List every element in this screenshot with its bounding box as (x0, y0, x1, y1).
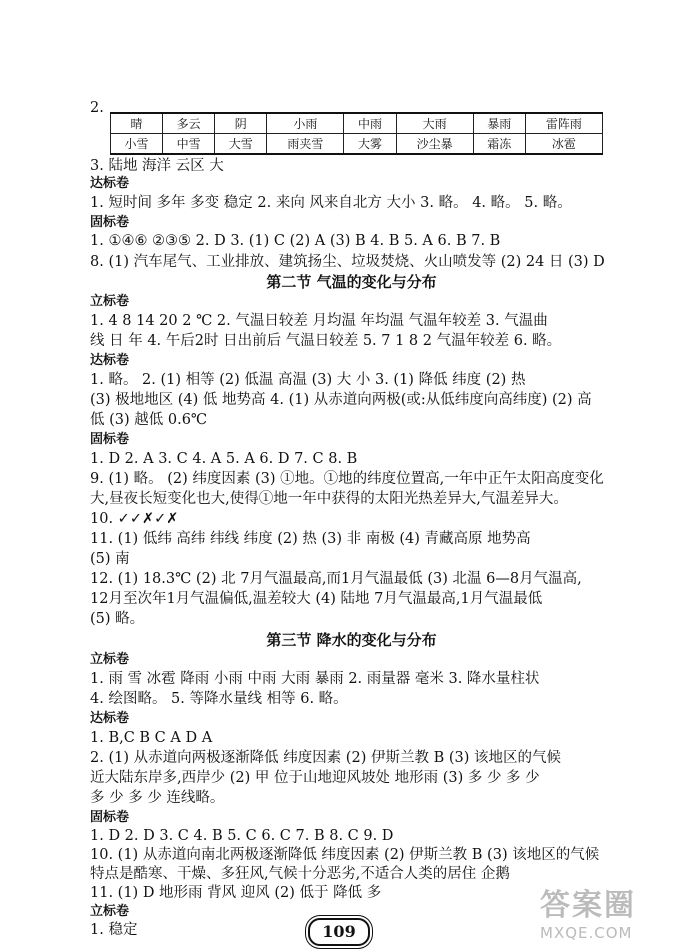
answer-line: 1. ①④⑥ ②③⑤ 2. D 3. (1) C (2) A (3) B 4. B 5. A 6. B 7. B (90, 233, 501, 249)
table-cell: 冰雹 (525, 134, 602, 155)
answer-line: 4. 绘图略。 5. 等降水量线 相等 6. 略。 (90, 691, 348, 707)
answer-line: 1. D 2. D 3. C 4. B 5. C 6. C 7. B 8. C 9. D (90, 828, 394, 844)
question-2-label: 2. (90, 100, 104, 116)
section-label: 固标卷 (90, 810, 130, 825)
answer-line: 低 (3) 越低 0.6℃ (90, 412, 208, 428)
table-cell: 小雨 (267, 113, 344, 134)
table-cell: 小雪 (111, 134, 163, 155)
answer-line: 多 少 多 少 连线略。 (90, 790, 225, 806)
answer-line: (3) 极地地区 (4) 低 地势高 4. (1) 从赤道向两极(或:从低纬度向高纬度) (2) 高 (90, 392, 592, 408)
answer-line: 近大陆东岸多,西岸少 (2) 甲 位于山地迎风坡处 地形雨 (3) 多 少 多 少 (90, 770, 540, 786)
page-number: 109 (308, 918, 370, 946)
answer-line: 11. (1) D 地形雨 背风 迎风 (2) 低于 降低 多 (90, 885, 382, 901)
answer-line: 2. (1) 从赤道向两极逐渐降低 纬度因素 (2) 伊斯兰教 B (3) 该地区的气候 (90, 750, 561, 766)
answer-line: 12. (1) 18.3℃ (2) 北 7月气温最高,而1月气温最低 (3) 北温 6—8月气温高, (90, 571, 582, 587)
table-cell: 晴 (111, 113, 163, 134)
section-label: 固标卷 (90, 432, 130, 447)
answer-line: 3. 陆地 海洋 云区 大 (90, 158, 224, 174)
weather-symbol-table (110, 112, 603, 155)
answer-line: 1. B,C B C A D A (90, 730, 213, 746)
section-heading: 第二节 气温的变化与分布 (266, 273, 437, 291)
table-cell: 大雾 (344, 134, 396, 155)
answer-line: 1. 4 8 14 20 2 ℃ 2. 气温日较差 月均温 年均温 气温年较差 3. 气温曲 (90, 313, 548, 329)
answer-line: (5) 略。 (90, 611, 145, 627)
table-row (111, 134, 603, 155)
table-cell: 大雪 (215, 134, 267, 155)
table-cell: 雨夹雪 (267, 134, 344, 155)
section-label: 立标卷 (90, 294, 130, 309)
answer-line: 1. D 2. A 3. C 4. A 5. A 6. D 7. C 8. B (90, 451, 358, 467)
table-cell: 中雨 (344, 113, 396, 134)
watermark-url: MXQE.COM (540, 924, 633, 942)
answer-line: 线 日 年 4. 午后2时 日出前后 气温日较差 5. 7 1 8 2 气温年较差 6. 略。 (90, 333, 562, 349)
answer-line: 8. (1) 汽车尾气、工业排放、建筑扬尘、垃圾焚烧、火山喷发等 (2) 24 日 (3) D (90, 254, 605, 270)
section-label: 达标卷 (90, 711, 130, 726)
table-cell: 霜冻 (473, 134, 525, 155)
answer-line: (5) 南 (90, 551, 130, 567)
table-cell: 雷阵雨 (525, 113, 602, 134)
answer-line: 大,昼夜长短变化也大,使得①地一年中获得的太阳光热差异大,气温差异大。 (90, 491, 568, 507)
section-heading: 第三节 降水的变化与分布 (266, 631, 437, 649)
section-label: 立标卷 (90, 652, 130, 667)
watermark-text: 答案圈 (540, 888, 636, 923)
table-cell: 阴 (215, 113, 267, 134)
watermark-logo (540, 880, 670, 950)
table-cell: 中雪 (163, 134, 215, 155)
answer-line: 1. 稳定 (90, 922, 138, 938)
section-label: 达标卷 (90, 176, 130, 191)
section-label: 固标卷 (90, 215, 130, 230)
answer-line: 10. ✓✓✗✓✗ (90, 511, 179, 527)
answer-line: 1. 雨 雪 冰雹 降雨 小雨 中雨 大雨 暴雨 2. 雨量器 毫米 3. 降水量柱状 (90, 671, 540, 687)
table-cell: 沙尘暴 (396, 134, 473, 155)
table-cell: 多云 (163, 113, 215, 134)
answer-line: 11. (1) 低纬 高纬 纬线 纬度 (2) 热 (3) 非 南极 (4) 青藏高原 地势高 (90, 531, 531, 547)
table-cell: 大雨 (396, 113, 473, 134)
answer-line: 1. 略。 2. (1) 相等 (2) 低温 高温 (3) 大 小 3. (1) 降低 纬度 (2) 热 (90, 372, 526, 388)
answer-line: 9. (1) 略。 (2) 纬度因素 (3) ①地。①地的纬度位置高,一年中正午太阳高度变化 (90, 471, 604, 487)
section-label: 达标卷 (90, 353, 130, 368)
table-cell: 暴雨 (473, 113, 525, 134)
table-row (111, 113, 603, 134)
answer-line: 1. 短时间 多年 多变 稳定 2. 来向 风来自北方 大小 3. 略。 4. 略。 5. 略。 (90, 195, 572, 211)
answer-line: 特点是酷寒、干燥、多狂风,气候十分恶劣,不适合人类的居住 企鹅 (90, 866, 510, 882)
answer-line: 10. (1) 从赤道向南北两极逐渐降低 纬度因素 (2) 伊斯兰教 B (3) 该地区的气候 (90, 847, 600, 863)
section-label: 立标卷 (90, 904, 130, 919)
answer-line: 12月至次年1月气温偏低,温差较大 (4) 陆地 7月气温最高,1月气温最低 (90, 591, 543, 607)
